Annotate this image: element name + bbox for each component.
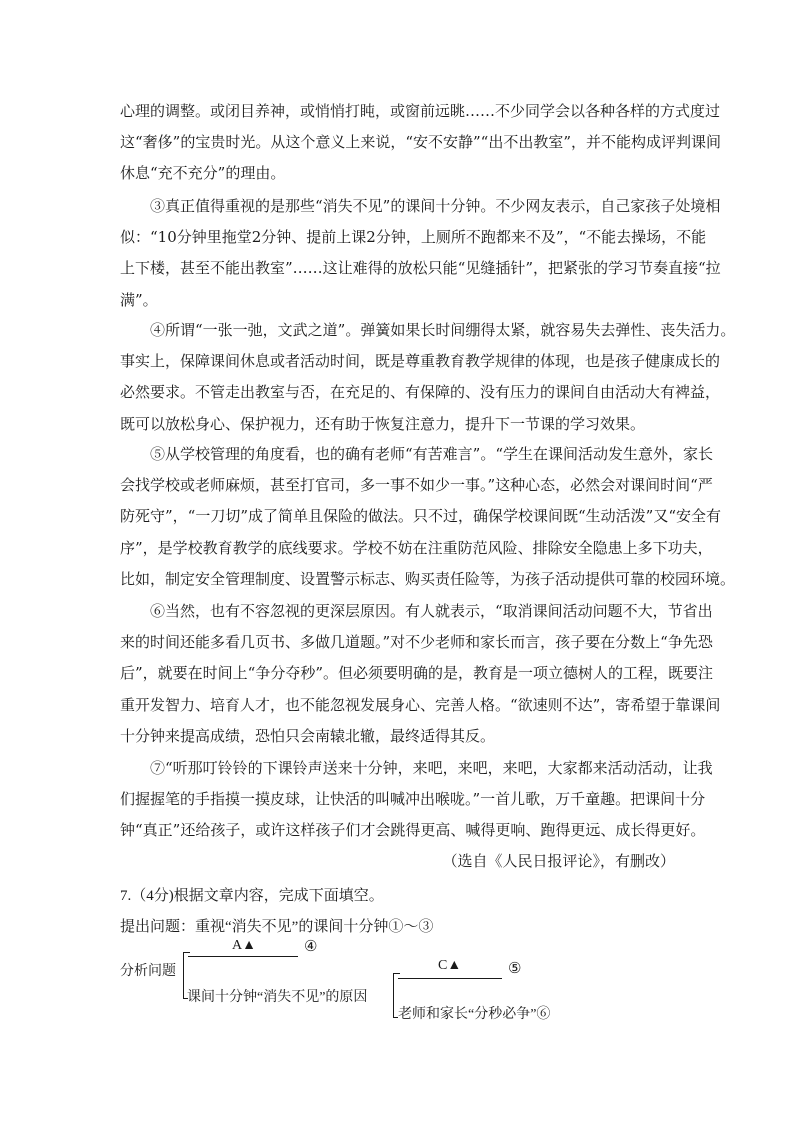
article-source: （选自《人民日报评论》，有删改） — [442, 852, 675, 870]
article-line: 重开发智力、培育人才，也不能忽视发展身心、完善人格。“欲速则不达”，寄希望于靠课间 — [120, 695, 721, 714]
article-line: 休息“充不充分”的理由。 — [120, 164, 286, 183]
article-line: ③真正值得重视的是那些“消失不见”的课间十分钟。不少网友表示，自己家孩子处境相 — [150, 197, 721, 215]
paragraph-4-marker: ④ — [304, 937, 318, 955]
article-line: 既可以放松身心、保护视力，还有助于恢复注意力，提升下一节课的学习效果。 — [120, 414, 646, 433]
article-line: 比如，制定安全管理制度、设置警示标志、购买责任险等，为孩子活动提供可靠的校园环境。 — [120, 569, 736, 588]
blank-c-line — [398, 978, 502, 979]
blank-a-label: A▲ — [232, 938, 256, 953]
reason-label: 课间十分钟“消失不见”的原因 — [187, 990, 368, 1005]
analyze-label: 分析问题 — [120, 964, 176, 979]
raise-problem: 提出问题：重视“消失不见”的课间十分钟①～③ — [120, 919, 434, 935]
article-line: 似：“10分钟里拖堂2分钟、提前上课2分钟，上厕所不跑都来不及”，“不能去操场，不能 — [120, 228, 707, 247]
article-line: 们握握笔的手指摸一摸皮球，让快活的叫喊冲出喉咙。”一首儿歌，万千童趣。把课间十分 — [120, 790, 706, 809]
analysis-diagram — [120, 937, 640, 1035]
article-line: ⑦“听那叮铃铃的下课铃声送来十分钟，来吧，来吧，来吧，大家都来活动活动，让我 — [150, 759, 713, 777]
article-line: 后”，就要在时间上“争分夺秒”。但必须要明确的是，教育是一项立德树人的工程，既要注 — [120, 664, 714, 683]
article-line: ⑤从学校管理的角度看，也的确有老师“有苦难言”。“学生在课间活动发生意外，家长 — [150, 445, 714, 463]
article-body — [120, 0, 736, 880]
main-bracket — [183, 952, 184, 998]
article-line: ⑥当然，也有不容忽视的更深层原因。有人就表示，“取消课间活动问题不大，节省出 — [150, 602, 713, 620]
article-line: 会找学校或老师麻烦，甚至打官司，多一事不如少一事。”这种心态，必然会对课间时间“严 — [120, 476, 713, 495]
sub-bracket — [393, 973, 394, 1017]
article-line: 来的时间还能多看几页书、多做几道题。”对不少老师和家长而言，孩子要在分数上“争先恐 — [120, 633, 713, 652]
article-line: 上下楼，甚至不能出教室”……这让难得的放松只能“见缝插针”，把紧张的学习节奏直接“拉 — [120, 259, 721, 278]
article-line: 事实上，保障课间休息或者活动时间，既是尊重教育教学规律的体现，也是孩子健康成长的 — [120, 352, 721, 371]
main-bracket-top — [183, 952, 190, 953]
question-title: 7.（4分)根据文章内容，完成下面填空。 — [120, 888, 384, 904]
article-line: 序”，是学校教育教学的底线要求。学校不妨在注重防范风险、排除安全隐患上多下功夫， — [120, 538, 713, 557]
article-line: 防死守”，“一刀切”成了简单且保险的做法。只不过，确保学校课间既“生动活泼”又“安全有 — [120, 507, 722, 526]
teachers-label: 老师和家长“分秒必争”⑥ — [398, 1007, 551, 1022]
article-line: 满”。 — [120, 290, 158, 309]
article-line: 这“奢侈”的宝贵时光。从这个意义上来说，“安不安静”“出不出教室”，并不能构成评判课间 — [120, 133, 722, 152]
sub-bracket-top — [393, 973, 400, 974]
article-line: 十分钟来提高成绩，恐怕只会南辕北辙，最终适得其反。 — [120, 726, 496, 745]
paragraph-5-marker: ⑤ — [508, 959, 522, 977]
article-line: 钟“真正”还给孩子，或许这样孩子们才会跳得更高、喊得更响、跑得更远、成长得更好。 — [120, 821, 706, 840]
article-line: 必然要求。不管走出教室与否，在充足的、有保障的、没有压力的课间自由活动大有裨益， — [120, 383, 721, 402]
blank-c-label: C▲ — [438, 958, 462, 973]
article-line: 心理的调整。或闭目养神，或悄悄打盹，或窗前远眺……不少同学会以各种各样的方式度过 — [120, 102, 721, 120]
article-line: ④所谓“一张一弛，文武之道”。弹簧如果长时间绷得太紧，就容易失去弹性、丧失活力。 — [150, 321, 736, 339]
blank-a-line — [188, 956, 298, 957]
